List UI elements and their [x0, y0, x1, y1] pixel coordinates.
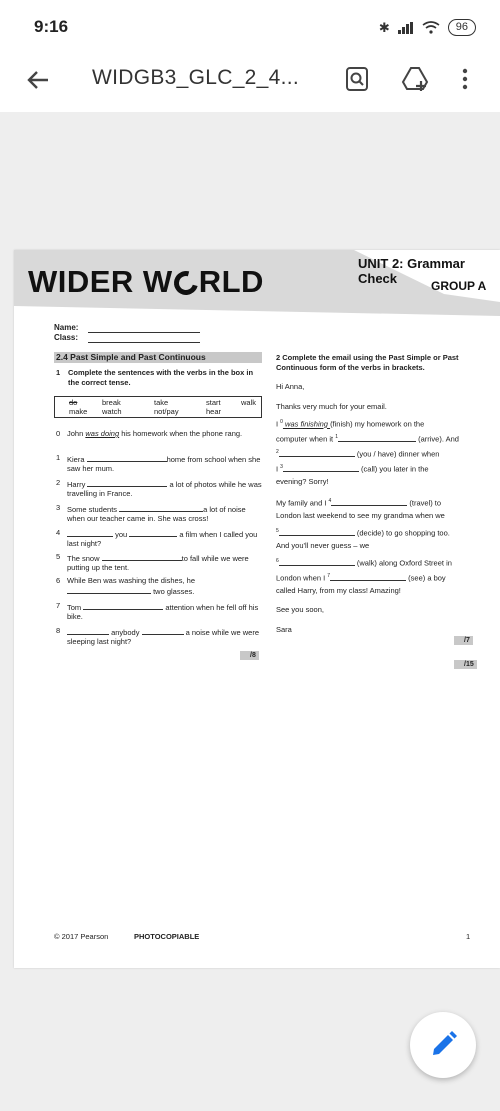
answer-blank[interactable]: [279, 448, 355, 457]
email-greeting: Hi Anna,: [276, 382, 305, 391]
blank-number: 0: [280, 419, 283, 425]
example-answer: was doing: [85, 429, 120, 438]
question-text-part: his homework when the phone rang.: [119, 429, 243, 438]
exercise-1-number: 1: [56, 368, 61, 377]
exercise-1-instruction: Complete the sentences with the verbs in the box in the correct tense.: [68, 368, 254, 387]
question-text-part: anybody: [109, 628, 142, 637]
score-exercise-1: /8: [240, 651, 259, 660]
question-text-part: two glasses.: [151, 587, 195, 596]
question-text: [67, 576, 263, 596]
status-icons: [379, 19, 476, 36]
verb-item: watch: [102, 407, 122, 416]
wider-world-logo: WIDER W RLD: [28, 264, 264, 299]
footer-copyright: © 2017 Pearson: [54, 932, 109, 941]
question-text: [67, 601, 263, 621]
question-text-part: a noise while we were sleeping last night?: [67, 628, 259, 646]
email-signoff: See you soon,: [276, 605, 324, 614]
question-text: [67, 429, 263, 438]
email-signature: Sara: [276, 625, 292, 634]
blank-number: 7: [327, 573, 331, 579]
verb-box: [54, 396, 262, 418]
question-text-part: Harry: [67, 480, 88, 489]
question-text: [67, 478, 263, 498]
question-text: [67, 503, 263, 523]
verb-item: do: [69, 398, 78, 407]
exercise-2-instruction: 2 Complete the email using the Past Simple or Past Continuous form of the verbs in brackets.: [276, 353, 459, 372]
pencil-icon: [410, 1012, 476, 1078]
email-text: (decide) to go shopping too.: [354, 528, 450, 538]
email-line: called Harry, from my class! Amazing!: [276, 586, 401, 595]
more-options-icon[interactable]: [455, 64, 475, 94]
question-text-part: home from school when she saw her mum.: [67, 455, 261, 473]
blank-number: 4: [328, 498, 332, 504]
answer-blank[interactable]: [338, 433, 416, 442]
battery-indicator: 96: [448, 19, 476, 36]
question-text-part: you: [113, 530, 130, 539]
verb-item: take: [154, 398, 169, 407]
question-text-part: Tom: [67, 603, 84, 612]
question-text-part: Kiera: [67, 455, 87, 464]
answer-blank[interactable]: [102, 552, 182, 561]
name-label: Name:: [54, 323, 79, 332]
answer-blank[interactable]: [67, 626, 109, 635]
email-text: London when I: [276, 573, 328, 583]
back-arrow-icon[interactable]: [24, 66, 52, 94]
footer-page-number: 1: [466, 932, 471, 941]
question-text-part: John: [67, 429, 86, 438]
email-text: (call) you later in the: [358, 464, 429, 474]
add-to-drive-icon[interactable]: [400, 64, 430, 94]
logo-ring-o: [169, 267, 202, 300]
score-total: /15: [454, 660, 477, 669]
status-bar: [0, 0, 500, 56]
search-in-document-icon[interactable]: [342, 64, 372, 94]
answer-blank[interactable]: [87, 478, 167, 487]
answer-blank[interactable]: [83, 601, 163, 610]
unit-heading: UNIT 2: Grammar Check: [358, 256, 465, 286]
question-text: [67, 453, 263, 473]
email-text: My family and I: [276, 498, 329, 508]
question-number: 1: [56, 453, 61, 462]
email-line: London last weekend to see my grandma when we: [276, 511, 445, 520]
email-text: (see) a boy: [406, 573, 446, 583]
group-heading: GROUP A: [431, 279, 487, 293]
question-text: [67, 552, 263, 572]
verb-item: hear: [206, 407, 222, 416]
blank-number: 2: [276, 449, 279, 455]
class-line: [88, 334, 200, 343]
blank-number: 6: [276, 558, 279, 564]
blank-number: 5: [276, 528, 279, 534]
verb-item: start: [206, 398, 221, 407]
app-bar: [0, 56, 500, 112]
answer-blank[interactable]: [328, 497, 407, 506]
answer-blank[interactable]: [283, 463, 359, 472]
question-number: 5: [56, 552, 61, 561]
email-line: Thanks very much for your email.: [276, 402, 387, 411]
answer-blank[interactable]: [330, 572, 406, 581]
example-answer: was finishing: [282, 419, 331, 429]
score-exercise-2: /7: [454, 636, 473, 645]
email-text: I: [276, 464, 281, 474]
question-text-part: attention when he fell off his bike.: [67, 603, 259, 621]
status-time: 9:16: [34, 17, 69, 36]
bluetooth-icon: ✱: [378, 19, 390, 35]
section-title: 2.4 Past Simple and Past Continuous: [54, 352, 262, 363]
question-number: 2: [56, 478, 61, 487]
document-title: WIDGB3_GLC_2_4...: [92, 66, 300, 89]
answer-blank[interactable]: [119, 503, 203, 512]
email-text: (arrive). And: [415, 434, 459, 444]
verb-item: break: [102, 398, 121, 407]
question-number: 7: [56, 601, 61, 610]
question-number: 3: [56, 503, 61, 512]
email-line: evening? Sorry!: [276, 477, 329, 486]
wifi-icon: [422, 21, 440, 34]
blank-number: 3: [280, 464, 283, 470]
answer-blank[interactable]: [279, 527, 355, 536]
email-text: (walk) along Oxford Street in: [354, 558, 452, 568]
question-text-part: Some students: [67, 505, 120, 514]
answer-blank[interactable]: [87, 453, 167, 462]
edit-fab-button[interactable]: [410, 1012, 476, 1078]
question-text: [67, 528, 263, 548]
document-page: [14, 250, 500, 968]
email-text: (finish) my homework on the: [330, 419, 425, 429]
answer-blank[interactable]: [129, 528, 177, 537]
email-text: computer when it: [276, 434, 336, 444]
email-text: I: [276, 419, 281, 429]
question-number: 4: [56, 528, 61, 537]
email-line: And you'll never guess – we: [276, 541, 370, 550]
question-text-part: While Ben was washing the dishes, he: [67, 576, 195, 585]
class-label: Class:: [54, 333, 79, 342]
email-text: (you / have) dinner when: [354, 449, 440, 459]
question-text-part: a film when I called you last night?: [67, 530, 258, 548]
email-text: (travel) to: [407, 498, 442, 508]
name-line: [88, 324, 200, 333]
verb-item: walk: [241, 398, 257, 407]
verb-item: not/pay: [154, 407, 179, 416]
question-number: 0: [56, 429, 61, 438]
blank-number: 1: [335, 434, 338, 440]
footer-photocopiable: PHOTOCOPIABLE: [134, 932, 200, 941]
question-text-part: a lot of noise when our teacher came in. She was cross!: [67, 505, 246, 523]
question-text-part: The snow: [67, 554, 102, 563]
signal-icon: [398, 22, 414, 34]
question-number: 6: [56, 576, 61, 585]
answer-blank[interactable]: [279, 557, 355, 566]
answer-blank[interactable]: [142, 626, 184, 635]
question-text-part: to fall while we were putting up the tent.: [67, 554, 249, 572]
verb-item: make: [69, 407, 88, 416]
answer-blank[interactable]: [67, 585, 151, 594]
question-number: 8: [56, 626, 61, 635]
answer-blank[interactable]: [67, 528, 113, 537]
question-text: [67, 626, 263, 646]
question-text-part: a lot of photos while he was travelling in France.: [67, 480, 262, 498]
